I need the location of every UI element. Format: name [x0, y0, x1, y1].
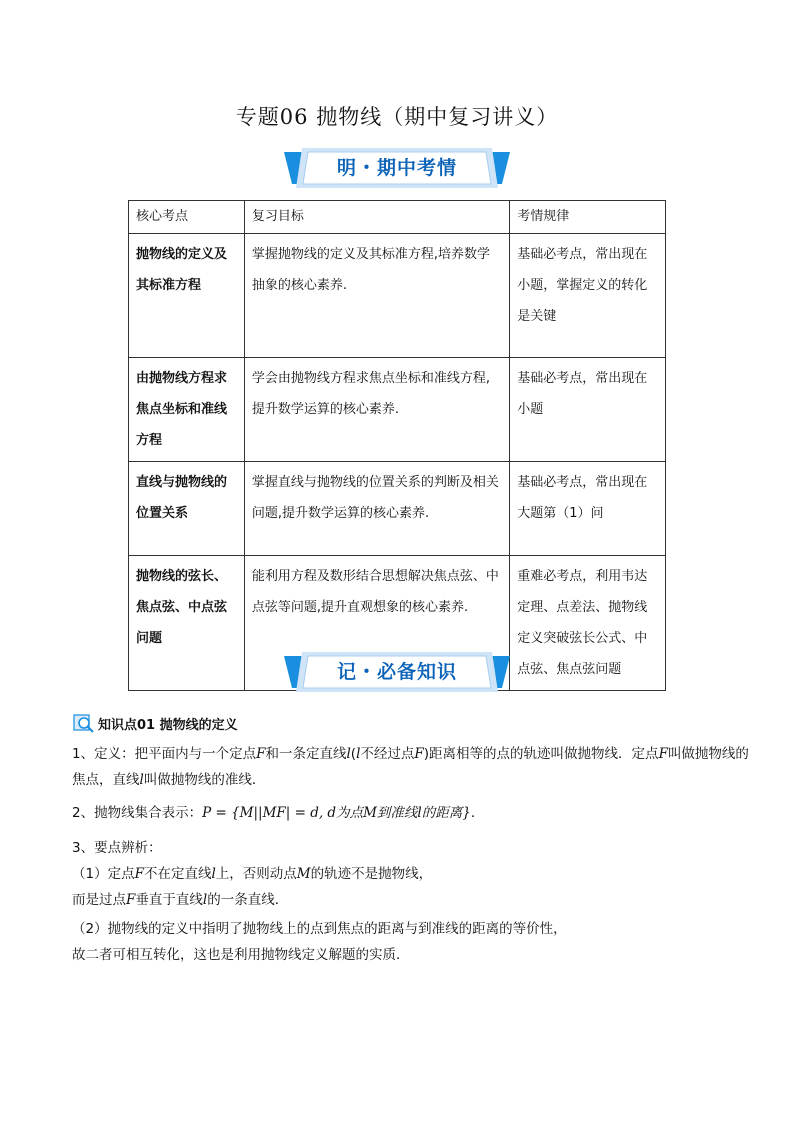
magnifier-icon	[73, 713, 95, 733]
exam-overview-table	[128, 200, 666, 691]
text-span: 的轨迹不是抛物线，	[310, 866, 433, 882]
core-topic-cell: 由抛物线方程求焦点坐标和准线方程	[129, 358, 245, 462]
table-row	[129, 462, 666, 556]
core-topic-cell: 抛物线的定义及其标准方程	[129, 234, 245, 358]
table-header-cell: 复习目标	[244, 201, 509, 234]
review-goal-cell: 能利用方程及数形结合思想解决焦点弦、中点弦等问题,提升直观想象的核心素养.	[244, 556, 509, 691]
exam-pattern-cell: 基础必考点，常出现在小题，掌握定义的转化是关键	[510, 234, 666, 358]
review-goal-cell: 掌握直线与抛物线的位置关系的判断及相关问题,提升数学运算的核心素养.	[244, 462, 509, 556]
text-span: 叫做抛物线的准线．	[143, 772, 266, 788]
table-row	[129, 358, 666, 462]
text-span: 上，否则动点	[215, 866, 297, 882]
text-span: )距离相等的点的轨迹叫做抛物线．定点	[423, 746, 659, 762]
knowledge-point-heading	[73, 713, 238, 733]
review-goal-cell: 学会由抛物线方程求焦点坐标和准线方程,提升数学运算的核心素养.	[244, 358, 509, 462]
text-span: 2、抛物线集合表示：	[72, 805, 203, 821]
table-header-row	[129, 201, 666, 234]
table-row	[129, 234, 666, 358]
core-topic-cell: 抛物线的弦长、焦点弦、中点弦问题	[129, 556, 245, 691]
text-span: 不在定直线	[143, 866, 212, 882]
key-point-1-line-1: （1）定点F不在定直线l上，否则动点M的轨迹不是抛物线，	[72, 866, 433, 882]
banner-label: 记・必备知识	[336, 661, 457, 683]
text-span: 叫做抛物线的焦点，直线	[72, 746, 749, 788]
text-span: 的一条直线．	[207, 892, 289, 908]
text-span: 垂直于直线	[135, 892, 203, 908]
definition-paragraph: 1、定义：把平面内与一个定点F和一条定直线l(l不经过点F)距离相等的点的轨迹叫做抛物线．定点F叫做抛物线的焦点，直线l叫做抛物线的准线．	[72, 746, 749, 788]
text-span: 1、定义：把平面内与一个定点	[72, 746, 257, 762]
review-goal-cell: 掌握抛物线的定义及其标准方程,培养数学抽象的核心素养.	[244, 234, 509, 358]
banner-label: 明・期中考情	[336, 157, 457, 179]
key-point-1-line-2: 而是过点F垂直于直线l的一条直线．	[72, 892, 289, 908]
exam-pattern-cell: 基础必考点，常出现在大题第（1）问	[510, 462, 666, 556]
text-span: 和一条定直线	[265, 746, 347, 762]
table-header-cell: 考情规律	[510, 201, 666, 234]
text-span: （1）定点	[72, 866, 135, 882]
key-points-heading: 3、要点辨析：	[72, 840, 162, 856]
set-formula: P = {M||MF| = d, d为点M到准线l的距离}	[202, 805, 471, 821]
page-title: 专题06 抛物线（期中复习讲义）	[235, 105, 559, 129]
set-representation-paragraph: 2、抛物线集合表示：P = {M||MF| = d, d为点M到准线l的距离}．	[72, 805, 485, 821]
section-banner-exam-trends	[284, 148, 510, 188]
knowledge-point-title: 知识点01 抛物线的定义	[98, 717, 238, 733]
exam-pattern-cell: 基础必考点，常出现在小题	[510, 358, 666, 462]
text-span: 不经过点	[360, 746, 415, 762]
core-topic-cell: 直线与抛物线的位置关系	[129, 462, 245, 556]
text-span: 而是过点	[72, 892, 126, 908]
table-header-cell: 核心考点	[129, 201, 245, 234]
exam-pattern-cell: 重难必考点，利用韦达定理、点差法、抛物线定义突破弦长公式、中点弦、焦点弦问题	[510, 556, 666, 691]
key-point-2-line-2: 故二者可相互转化，这也是利用抛物线定义解题的实质．	[72, 947, 410, 963]
key-point-2-line-1: （2）抛物线的定义中指明了抛物线上的点到焦点的距离与到准线的距离的等价性，	[72, 921, 567, 937]
section-banner-essential-knowledge	[284, 652, 510, 692]
